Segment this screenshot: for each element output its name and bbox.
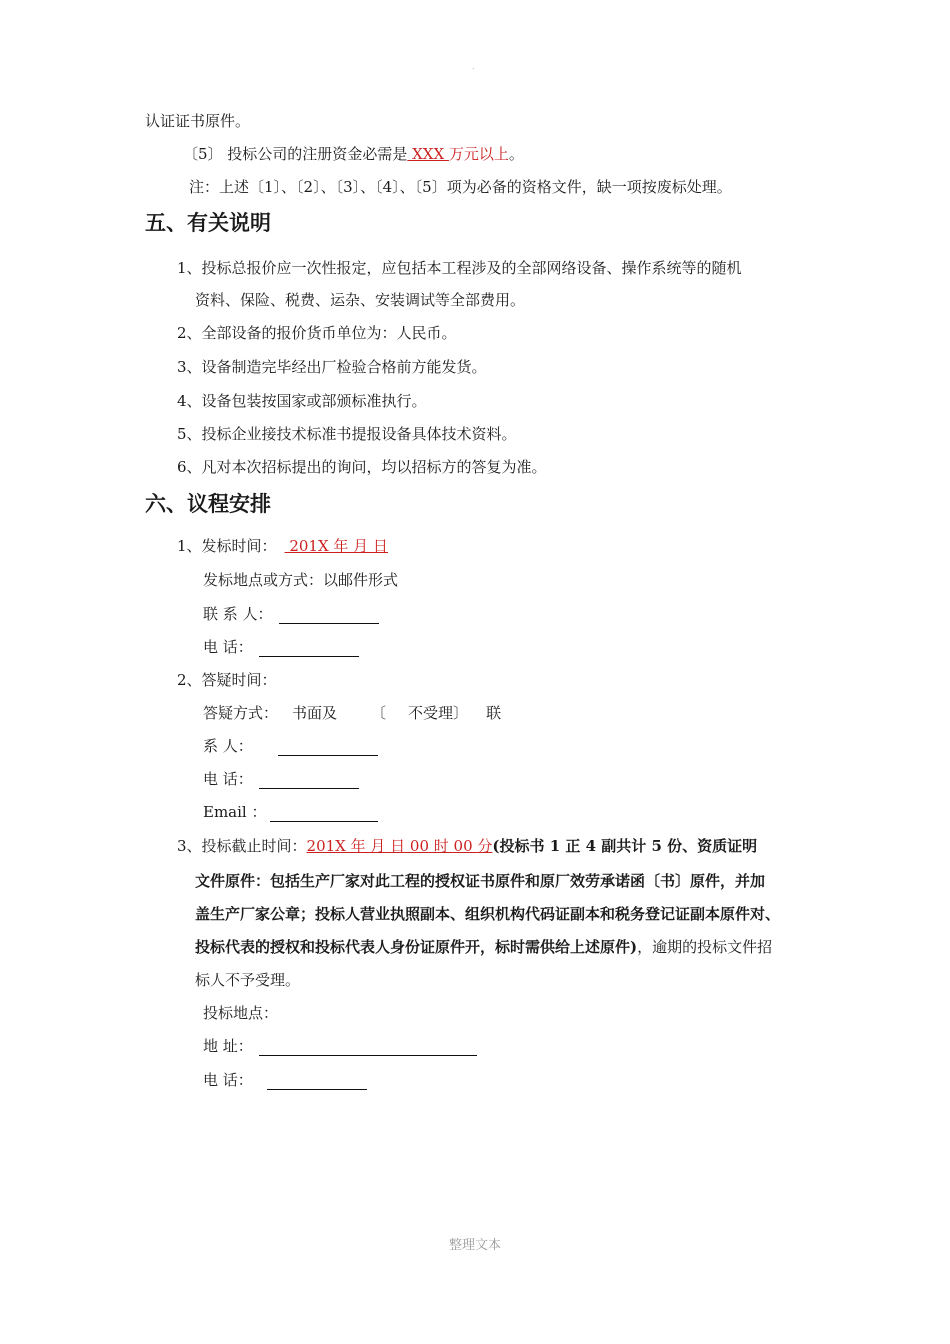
qa-contact-label: 系 人：: [203, 737, 253, 755]
capital-amount: XXX: [407, 145, 449, 163]
qa-time: 2、答疑时间：: [177, 671, 277, 689]
requirement-item-5-text: 〔5〕 投标公司的注册资金必需是: [183, 145, 408, 163]
bid-place: 投标地点：: [203, 1004, 279, 1022]
qa-method: [203, 703, 501, 723]
notice-item-1: 1、投标总报价应一次性报定，应包括本工程涉及的全部网络设备、操作系统等的随机: [177, 259, 742, 277]
bid-phone: [203, 1070, 367, 1090]
deadline-detail-4-tail: ，逾期的投标文件招: [637, 938, 773, 956]
address-label: 地 址：: [203, 1037, 253, 1055]
requirement-item-5-end: 。: [508, 145, 524, 163]
issue-contact: [203, 604, 379, 624]
issue-time-label: 1、发标时间：: [177, 537, 277, 555]
qa-method-contact: 联: [486, 704, 502, 722]
notice-item-4: 4、设备包装按国家或部颁标准执行。: [177, 392, 427, 410]
deadline-detail-3: 盖生产厂家公章；投标人营业执照副本、组织机构代码证副本和税务登记证副本原件对、: [195, 905, 781, 923]
section-6-title: 六、议程安排: [145, 492, 271, 516]
phone-blank[interactable]: [259, 639, 359, 657]
qa-method-label: 答疑方式：: [203, 704, 279, 722]
notice-item-6: 6、凡对本次招标提出的询问，均以招标方的答复为准。: [177, 458, 547, 476]
address-blank[interactable]: [259, 1038, 477, 1056]
requirement-note: 注：上述〔1〕、〔2〕、〔3〕、〔4〕、〔5〕项为必备的资格文件，缺一项按废标处理。: [189, 178, 732, 196]
qa-contact-blank[interactable]: [278, 738, 378, 756]
contact-label: 联 系 人：: [203, 605, 273, 623]
bid-phone-label: 电 话：: [203, 1071, 253, 1089]
deadline-value: 201X 年 月 日 00 时 00 分: [306, 837, 493, 855]
qa-method-not-accepted: 不受理〕: [408, 704, 469, 722]
section-5-title: 五、有关说明: [145, 211, 271, 235]
notice-item-5: 5、投标企业接技术标准书提报设备具体技术资料。: [177, 425, 517, 443]
page-footer: 整理文本: [448, 1238, 501, 1253]
header-dot: .: [472, 62, 475, 71]
notice-item-3: 3、设备制造完毕经出厂检验合格前方能发货。: [177, 358, 487, 376]
requirement-item-5: [183, 144, 524, 164]
bid-phone-blank[interactable]: [267, 1072, 367, 1090]
qa-phone-label: 电 话：: [203, 770, 253, 788]
qa-contact: [203, 736, 378, 756]
intro-line: 认证证书原件。: [145, 112, 251, 130]
qa-method-written: 书面及: [292, 704, 338, 722]
deadline-detail-2: 文件原件：包括生产厂家对此工程的授权证书原件和原厂效劳承诺函〔书〕原件，并加: [195, 872, 766, 890]
phone-label: 电 话：: [203, 638, 253, 656]
deadline-detail-4: [195, 937, 772, 957]
contact-blank[interactable]: [279, 606, 379, 624]
qa-phone: [203, 769, 359, 789]
deadline-detail-1: (投标书 1 正 4 副共计 5 份、资质证明: [492, 837, 758, 855]
qa-email-blank[interactable]: [270, 804, 378, 822]
deadline-detail-5: 标人不予受理。: [195, 971, 301, 989]
notice-item-2: 2、全部设备的报价货币单位为：人民币。: [177, 324, 457, 342]
qa-phone-blank[interactable]: [259, 771, 359, 789]
deadline: [177, 836, 757, 856]
capital-unit: 万元以上: [448, 145, 509, 163]
deadline-detail-4-bold: 投标代表的授权和投标代表人身份证原件开，标时需供给上述原件): [195, 938, 638, 956]
bid-address: [203, 1036, 477, 1056]
issue-method: 发标地点或方式：以邮件形式: [203, 571, 399, 589]
qa-email-label: Email ：: [203, 803, 267, 821]
qa-email: [203, 802, 378, 822]
notice-item-1-cont: 资料、保险、税费、运杂、安装调试等全部费用。: [195, 291, 526, 309]
issue-time: [177, 536, 388, 556]
qa-method-bracket: 〔: [371, 704, 387, 722]
deadline-label: 3、投标截止时间：: [177, 837, 307, 855]
issue-phone: [203, 637, 359, 657]
issue-time-value: 201X 年 月 日: [284, 537, 388, 555]
